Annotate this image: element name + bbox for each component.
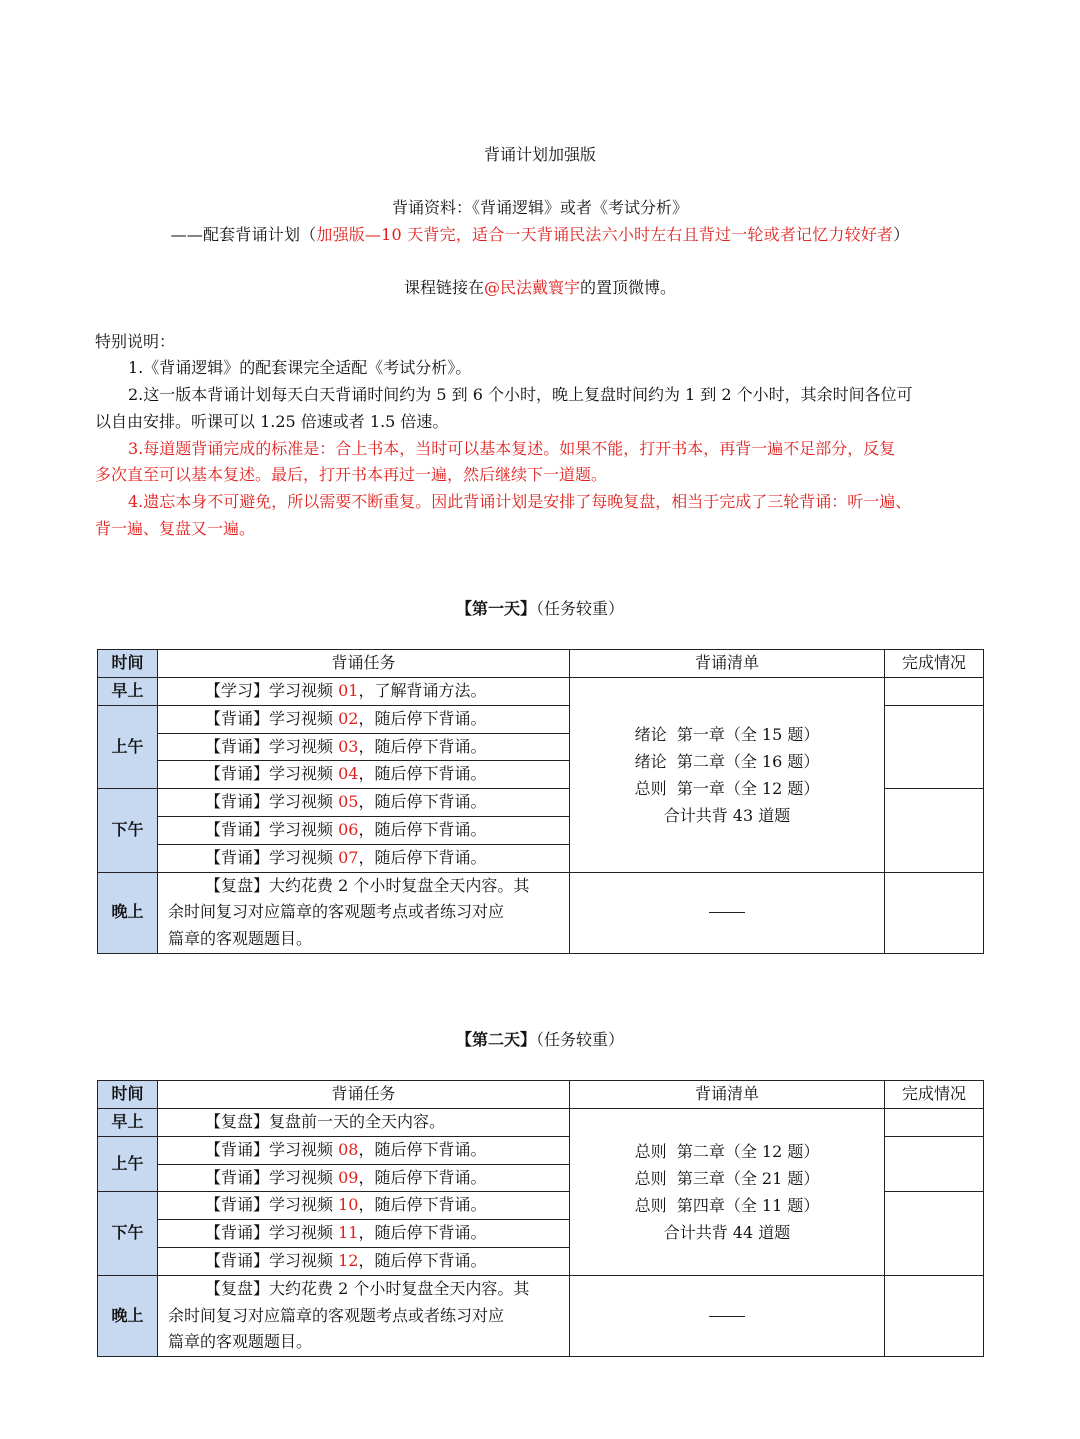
- video-number: 03: [338, 736, 359, 756]
- day1-title-main: 【第一天】: [455, 599, 536, 618]
- video-number: 05: [338, 792, 359, 812]
- day2-title-main: 【第二天】: [455, 1030, 536, 1049]
- status-afternoon[interactable]: [885, 1192, 984, 1275]
- dash-placeholder: [709, 912, 745, 913]
- status-evening[interactable]: [885, 1275, 984, 1356]
- task-row: 【背诵】学习视频 03，随后停下背诵。: [158, 733, 570, 761]
- link-prefix: 课程链接在: [403, 278, 484, 297]
- list-item: 总则 第二章（全 12 题）: [634, 1141, 820, 1161]
- video-number: 10: [338, 1195, 359, 1215]
- note-1: 1.《背诵逻辑》的配套课完全适配《考试分析》。: [128, 358, 472, 377]
- list-item: 总则 第四章（全 11 题）: [634, 1195, 820, 1215]
- list-item: 绪论 第一章（全 15 题）: [634, 724, 820, 744]
- day1-title: [0, 598, 1080, 620]
- day1-title-note: （任务较重）: [536, 599, 625, 618]
- video-number: 12: [338, 1250, 359, 1270]
- header-list: 背诵清单: [570, 1081, 885, 1109]
- status-forenoon[interactable]: [885, 1136, 984, 1192]
- status-afternoon[interactable]: [885, 789, 984, 872]
- video-number: 09: [338, 1167, 359, 1187]
- video-number: 11: [338, 1223, 359, 1243]
- note-2-line-1: 2.这一版本背诵计划每天白天背诵时间约为 5 到 6 个小时，晚上复盘时间约为 1 到 2 个小时，其余时间各位可: [128, 385, 913, 404]
- status-forenoon[interactable]: [885, 705, 984, 788]
- plan-edition: 加强版—10 天背完，: [316, 225, 473, 244]
- status-morning[interactable]: [885, 678, 984, 706]
- time-evening: 晚上: [98, 1275, 158, 1356]
- plan-audience: 适合一天背诵民法六小时左右且背过一轮或者记忆力较好者: [472, 225, 894, 244]
- note-3-line-1: 3.每道题背诵完成的标准是：合上书本，当时可以基本复述。如果不能，打开书本，再背一遍不足部分，反复: [128, 439, 896, 458]
- task-row: 【背诵】学习视频 09，随后停下背诵。: [158, 1164, 570, 1192]
- task-row: 【学习】学习视频 01，了解背诵方法。: [158, 678, 570, 706]
- header-status: 完成情况: [885, 1081, 984, 1109]
- list-item: 总则 第三章（全 21 题）: [634, 1168, 820, 1188]
- time-forenoon: 上午: [98, 705, 158, 788]
- status-morning[interactable]: [885, 1109, 984, 1137]
- note-4-line-1: 4.遗忘本身不可避免，所以需要不断重复。因此背诵计划是安排了每晚复盘，相当于完成了三轮背诵：听一遍、: [128, 492, 912, 511]
- list-item: 绪论 第二章（全 16 题）: [634, 751, 820, 771]
- day1-table: [97, 649, 984, 954]
- header-time: 时间: [98, 1081, 158, 1109]
- time-morning: 早上: [98, 1109, 158, 1137]
- task-row: 【背诵】学习视频 11，随后停下背诵。: [158, 1220, 570, 1248]
- header-status: 完成情况: [885, 650, 984, 678]
- task-row: 【背诵】学习视频 05，随后停下背诵。: [158, 789, 570, 817]
- time-morning: 早上: [98, 678, 158, 706]
- note-2-line-2: 以自由安排。听课可以 1.25 倍速或者 1.5 倍速。: [95, 412, 449, 431]
- plan-prefix: ——配套背诵计划（: [170, 225, 317, 244]
- dash-placeholder: [709, 1316, 745, 1317]
- time-evening: 晚上: [98, 872, 158, 953]
- day2-title-note: （任务较重）: [536, 1030, 625, 1049]
- day2-title: [0, 1029, 1080, 1051]
- evening-list-empty: [570, 1275, 885, 1356]
- task-row: 【背诵】学习视频 12，随后停下背诵。: [158, 1247, 570, 1275]
- video-number: 08: [338, 1139, 359, 1159]
- material-line: 背诵资料：《背诵逻辑》或者《考试分析》: [391, 198, 688, 217]
- note-4-line-2: 背一遍、复盘又一遍。: [95, 519, 256, 538]
- page-title: 背诵计划加强版: [483, 145, 596, 164]
- task-row: 【背诵】学习视频 04，随后停下背诵。: [158, 761, 570, 789]
- course-link-line: [0, 277, 1080, 299]
- notes-heading: 特别说明：: [95, 332, 176, 351]
- video-number: 06: [338, 819, 359, 839]
- task-row: 【背诵】学习视频 07，随后停下背诵。: [158, 844, 570, 872]
- evening-list-empty: [570, 872, 885, 953]
- review-task: 【复盘】大约花费 2 个小时复盘全天内容。其 余时间复习对应篇章的客观题考点或者练习对应 篇章的客观题题目。: [158, 872, 570, 953]
- day1-recite-list: [570, 678, 885, 873]
- video-number: 04: [338, 764, 359, 784]
- task-row: 【复盘】复盘前一天的全天内容。: [158, 1109, 570, 1137]
- task-row: 【背诵】学习视频 10，随后停下背诵。: [158, 1192, 570, 1220]
- list-total: 合计共背 43 道题: [663, 805, 791, 825]
- header-task: 背诵任务: [158, 650, 570, 678]
- review-task: 【复盘】大约花费 2 个小时复盘全天内容。其 余时间复习对应篇章的客观题考点或者练习对应 篇章的客观题题目。: [158, 1275, 570, 1356]
- list-item: 总则 第一章（全 12 题）: [634, 778, 820, 798]
- video-number: 02: [338, 708, 359, 728]
- header-task: 背诵任务: [158, 1081, 570, 1109]
- plan-line: [0, 224, 1080, 246]
- header-list: 背诵清单: [570, 650, 885, 678]
- status-evening[interactable]: [885, 872, 984, 953]
- day2-table: [97, 1080, 984, 1357]
- day2-recite-list: [570, 1109, 885, 1276]
- plan-suffix: ）: [893, 225, 910, 244]
- link-suffix: 的置顶微博。: [580, 278, 677, 297]
- task-row: 【背诵】学习视频 02，随后停下背诵。: [158, 705, 570, 733]
- list-total: 合计共背 44 道题: [663, 1222, 791, 1242]
- task-row: 【背诵】学习视频 06，随后停下背诵。: [158, 816, 570, 844]
- video-number: 01: [338, 681, 359, 700]
- time-afternoon: 下午: [98, 1192, 158, 1275]
- video-number: 07: [338, 847, 359, 867]
- time-forenoon: 上午: [98, 1136, 158, 1192]
- note-3-line-2: 多次直至可以基本复述。最后，打开书本再过一遍，然后继续下一道题。: [95, 465, 608, 484]
- task-row: 【背诵】学习视频 08，随后停下背诵。: [158, 1136, 570, 1164]
- header-time: 时间: [98, 650, 158, 678]
- time-afternoon: 下午: [98, 789, 158, 872]
- weibo-link[interactable]: @民法戴寰宇: [483, 278, 580, 297]
